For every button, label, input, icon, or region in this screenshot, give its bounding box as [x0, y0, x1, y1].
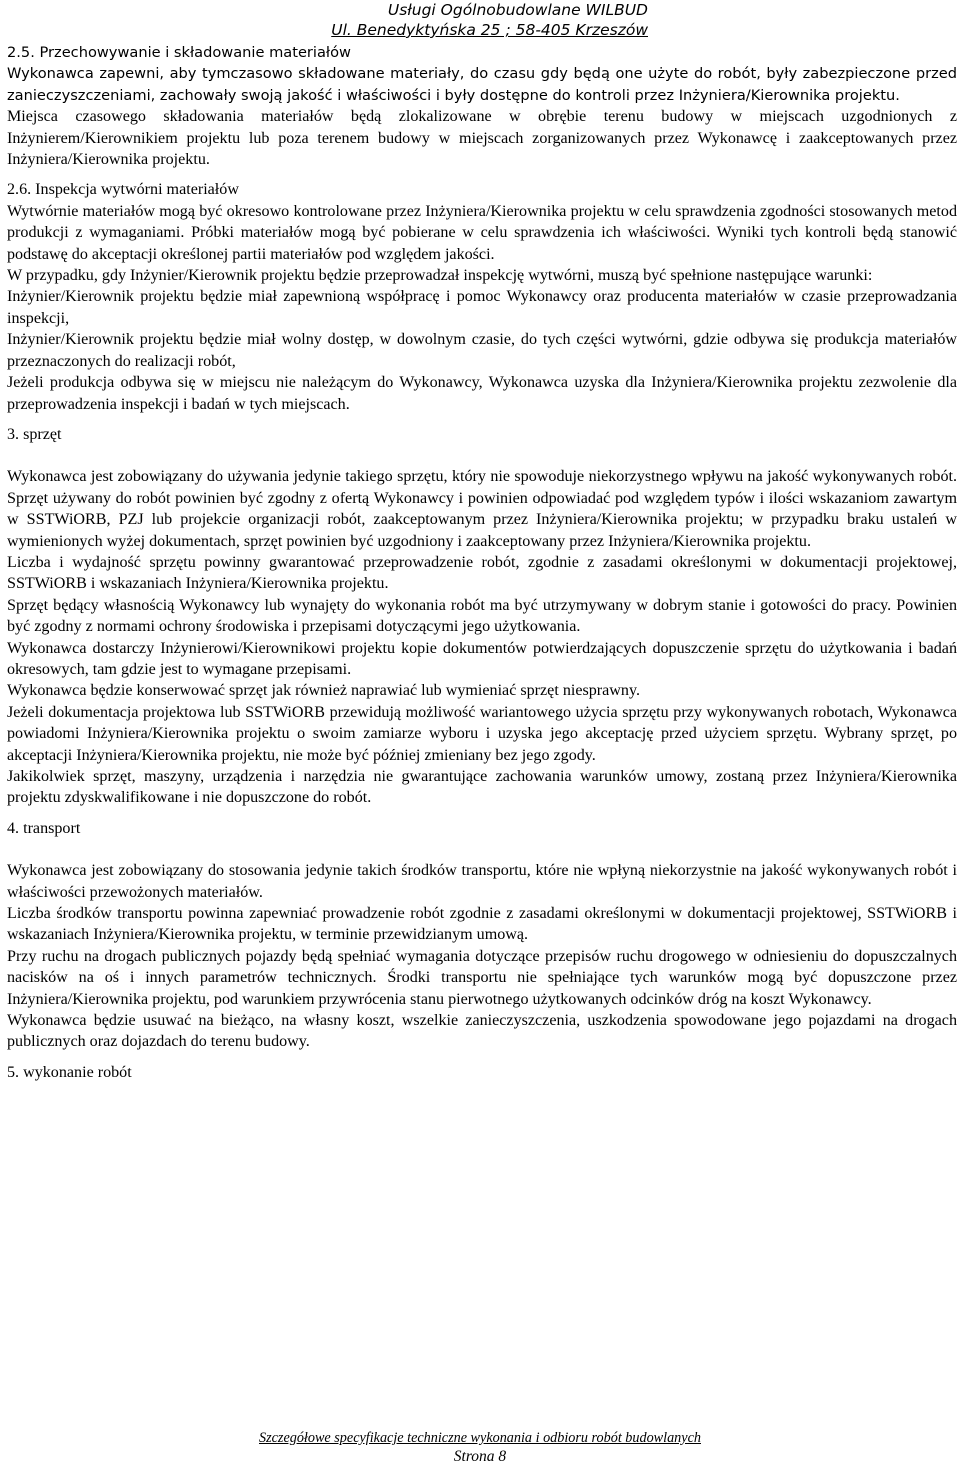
page-header: [331, 0, 648, 40]
paragraph: Wykonawca jest zobowiązany do stosowania jedynie takich środków transportu, które nie wpłyną niekorzystnie na jakość wykonywanych robót i właściwości przewożonych materiałów.: [7, 862, 957, 901]
header-company: Usługi Ogólnobudowlane WILBUD: [387, 1, 648, 19]
paragraph: Wykonawca jest zobowiązany do używania jedynie takiego sprzętu, który nie spowoduje niekorzystnego wpływu na jakość wykonywanych robót. Sprzęt używany do robót powinien być zgodny z ofertą Wykonawcy i powinien odpowiadać pod względem typów i ilości wskazaniom zawartym w SSTWiORB, PZJ lub projekcie organizacji robót, zaakceptowanym przez Inżyniera/Kierownika projektu; w przypadku braku ustaleń w wymienionych wyżej dokumentach, sprzęt powinien być uzgodniony i zaakceptowany przez Inżyniera/Kierownika projektu.: [7, 468, 957, 550]
heading-3: 3. sprzęt: [7, 425, 62, 443]
footer-spec-title: Szczegółowe specyfikacje techniczne wykonania i odbioru robót budowlanych: [259, 1430, 701, 1446]
paragraph: Miejsca czasowego składowania materiałów będą zlokalizowane w obrębie terenu budowy w miejscach uzgodnionych z Inżynierem/Kierownikiem projektu lub poza terenem budowy w miejscach zorganizowanych przez Wykonawcę i zaakceptowanych przez Inżyniera/Kierownika projektu.: [7, 108, 957, 169]
heading-5: 5. wykonanie robót: [7, 1063, 132, 1081]
paragraph: Sprzęt będący własnością Wykonawcy lub wynajęty do wykonania robót ma być utrzymywany w dobrym stanie i gotowości do pracy. Powinien być zgodny z normami ochrony środowiska i przepisami dotyczącymi jego użytkowania.: [7, 596, 957, 636]
paragraph: Wytwórnie materiałów mogą być okresowo kontrolowane przez Inżyniera/Kierownika projektu w celu sprawdzenia zgodności stosowanych metod produkcji z wymaganiami. Próbki materiałów mogą być pobierane w celu sprawdzenia ich właściwości. Wyniki tych kontroli będą stanowić podstawę do akceptacji określonej partii materiałów pod względem jakości.: [7, 202, 957, 263]
heading-4: 4. transport: [7, 819, 81, 837]
paragraph: Wykonawca będzie konserwować sprzęt jak również naprawiać lub wymieniać sprzęt niesprawny.: [7, 682, 640, 700]
header-address: Ul. Benedyktyńska 25 ; 58-405 Krzeszów: [331, 21, 648, 39]
paragraph: Liczba środków transportu powinna zapewniać prowadzenie robót zgodnie z zasadami określonymi w dokumentacji projektowej, SSTWiORB i wskazaniach Inżyniera/Kierownika projektu, w terminie przewidzianym umową.: [7, 905, 957, 944]
page-number: Strona 8: [453, 1448, 507, 1465]
heading-2-5: 2.5. Przechowywanie i składowanie materiałów: [7, 44, 351, 61]
paragraph: Inżynier/Kierownik projektu będzie miał zapewnioną współpracę i pomoc Wykonawcy oraz producenta materiałów w czasie przeprowadzania inspekcji,: [7, 288, 957, 327]
paragraph: Jakikolwiek sprzęt, maszyny, urządzenia i narzędzia nie gwarantujące zachowania warunków umowy, zostaną przez Inżyniera/Kierownika projektu zdyskwalifikowane i nie dopuszczone do robót.: [7, 768, 957, 807]
document-body: [7, 42, 957, 1083]
paragraph: Wykonawca będzie usuwać na bieżąco, na własny koszt, wszelkie zanieczyszczenia, uszkodzenia spowodowane jego pojazdami na drogach publicznych oraz dojazdach do terenu budowy.: [7, 1012, 957, 1051]
paragraph: Wykonawca dostarczy Inżynierowi/Kierownikowi projektu kopie dokumentów potwierdzających dopuszczenie sprzętu do użytkowania i badań okresowych, tam gdzie jest to wymagane przepisami.: [7, 639, 957, 678]
paragraph: W przypadku, gdy Inżynier/Kierownik projektu będzie przeprowadzał inspekcję wytwórni, muszą być spełnione następujące warunki:: [7, 267, 873, 285]
paragraph: Jeżeli produkcja odbywa się w miejscu nie należącym do Wykonawcy, Wykonawca uzyska dla Inżyniera/Kierownika projektu zezwolenie dla przeprowadzenia inspekcji i badań w tych miejscach.: [7, 374, 957, 413]
paragraph: Jeżeli dokumentacja projektowa lub SSTWiORB przewidują możliwość wariantowego użycia sprzętu przy wykonywanych robotach, Wykonawca powiadomi Inżyniera/Kierownika projektu o swoim zamiarze wyboru i uzyska jego akceptację przed użyciem sprzętu. Wybrany sprzęt, po akceptacji Inżyniera/Kierownika projektu, nie może być później zmieniany bez jego zgody.: [7, 703, 957, 764]
paragraph: Inżynier/Kierownik projektu będzie miał wolny dostęp, w dowolnym czasie, do tych części wytwórni, gdzie odbywa się produkcja materiałów przeznaczonych do realizacji robót,: [7, 331, 957, 370]
paragraph: Wykonawca zapewni, aby tymczasowo składowane materiały, do czasu gdy będą one użyte do robót, były zabezpieczone przed zanieczyszczeniami, zachowały swoją jakość i właściwości i były dostępne do kontroli przez Inżyniera/Kierownika projektu.: [7, 65, 957, 104]
paragraph: Przy ruchu na drogach publicznych pojazdy będą spełniać wymagania dotyczące przepisów ruchu drogowego w odniesieniu do dopuszczalnych nacisków na oś i innych parametrów technicznych. Środki transportu nie spełniające tych warunków mogą być dopuszczone przez Inżyniera/Kierownika projektu, pod warunkiem przywrócenia stanu pierwotnego użytkowanych odcinków dróg na koszt Wykonawcy.: [7, 947, 957, 1008]
paragraph: Liczba i wydajność sprzętu powinny gwarantować przeprowadzenie robót, zgodnie z zasadami określonymi w dokumentacji projektowej, SSTWiORB i wskazaniach Inżyniera/Kierownika projektu.: [7, 553, 957, 593]
heading-2-6: 2.6. Inspekcja wytwórni materiałów: [7, 181, 239, 199]
